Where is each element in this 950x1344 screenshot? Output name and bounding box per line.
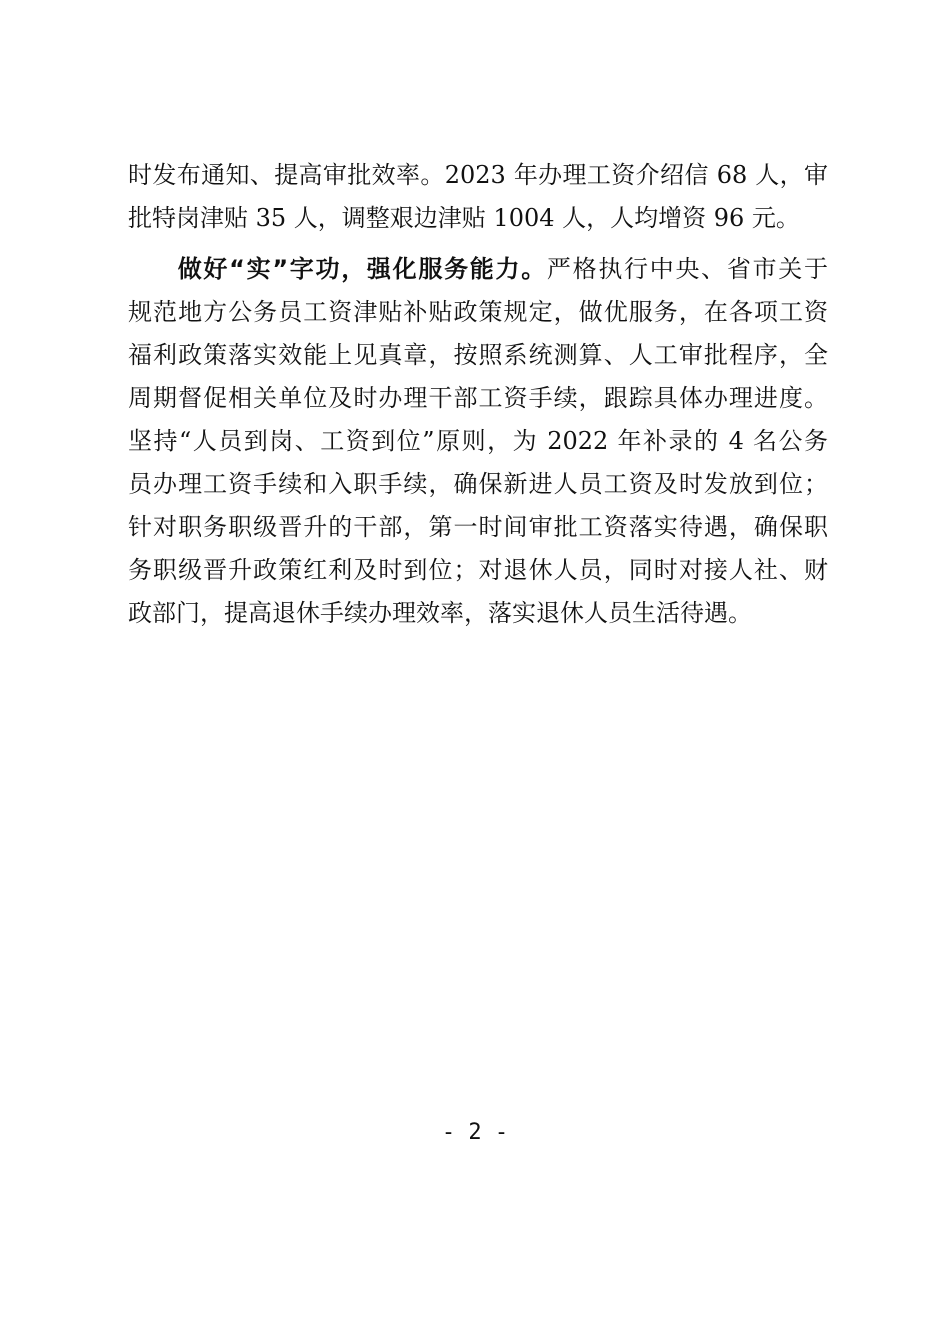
paragraph-2-heading: 做好“实”字功，强化服务能力。 (176, 255, 547, 283)
paragraph-1 (128, 154, 828, 240)
paragraph-spacer (128, 240, 828, 248)
paragraph-2-line-5: 坚持“人员到岗、工资到位”原则，为 2022 年补录的 4 名公务 (128, 427, 828, 455)
paragraph-2-line-2: 规范地方公务员工资津贴补贴政策规定，做优服务，在各项工资 (128, 298, 828, 326)
paragraph-2-line-1 (128, 248, 828, 291)
paragraph-2-line-6: 员办理工资手续和入职手续，确保新进人员工资及时发放到位； (128, 470, 828, 498)
paragraph-1-line-2: 批特岗津贴 35 人，调整艰边津贴 1004 人，人均增资 96 元。 (128, 204, 800, 232)
body-text (128, 154, 828, 635)
paragraph-2-line-9: 政部门，提高退休手续办理效率，落实退休人员生活待遇。 (128, 599, 752, 627)
paragraph-2-line-4: 周期督促相关单位及时办理干部工资手续，跟踪具体办理进度。 (128, 384, 828, 412)
paragraph-1-line-1: 时发布通知、提高审批效率。2023 年办理工资介绍信 68 人，审 (128, 161, 828, 189)
paragraph-2-line-3: 福利政策落实效能上见真章，按照系统测算、人工审批程序，全 (128, 341, 828, 369)
paragraph-2-line-7: 针对职务职级晋升的干部，第一时间审批工资落实待遇，确保职 (128, 513, 828, 541)
paragraph-2 (128, 248, 828, 635)
page-number: - 2 - (441, 1120, 509, 1145)
paragraph-2-line-8: 务职级晋升政策红利及时到位；对退休人员，同时对接人社、财 (128, 556, 828, 584)
paragraph-2-line-1-rest: 严格执行中央、省市关于 (546, 255, 829, 283)
